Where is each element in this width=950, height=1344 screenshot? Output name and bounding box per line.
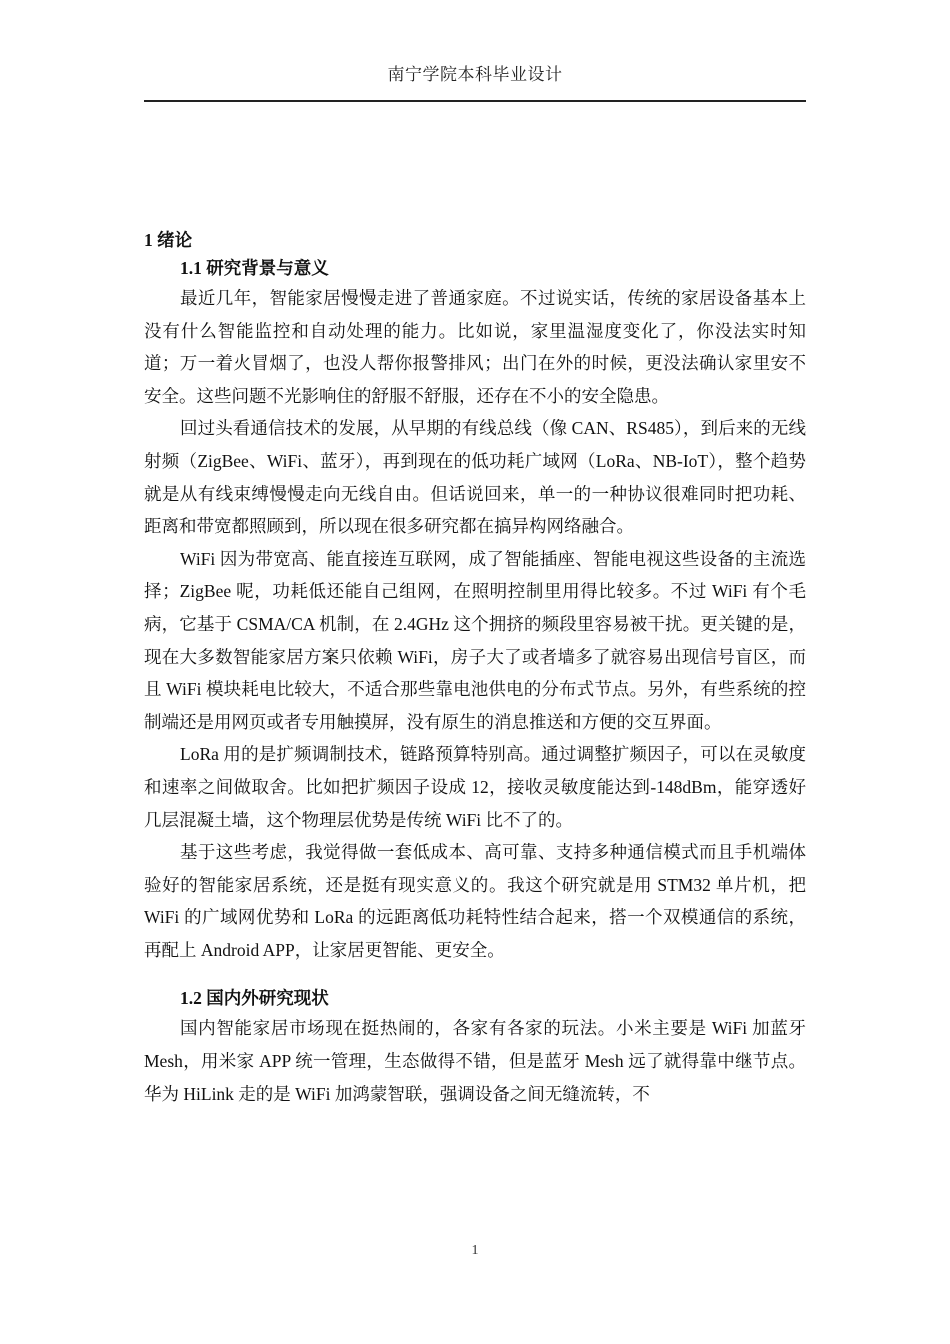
paragraph: LoRa 用的是扩频调制技术，链路预算特别高。通过调整扩频因子，可以在灵敏度和速率之间做取舍。比如把扩频因子设成 12，接收灵敏度能达到-148dBm，能穿透好几层混凝土墙，这个物理层优势是传统 WiFi 比不了的。 — [144, 744, 806, 830]
paragraph: 国内智能家居市场现在挺热闹的，各家有各家的玩法。小米主要是 WiFi 加蓝牙 Mesh，用米家 APP 统一管理，生态做得不错，但是蓝牙 Mesh 远了就得靠中继节点。华为 HiLink 走的是 WiFi 加鸿蒙智联，强调设备之间无缝流转，不 — [144, 1018, 806, 1104]
paragraph: 最近几年，智能家居慢慢走进了普通家庭。不过说实话，传统的家居设备基本上没有什么智能监控和自动处理的能力。比如说，家里温湿度变化了，你没法实时知道；万一着火冒烟了，也没人帮你报警排风；出门在外的时候，更没法确认家里安不安全。这些问题不光影响住的舒服不舒服，还存在不小的安全隐患。 — [144, 288, 806, 406]
paragraph: WiFi 因为带宽高、能直接连互联网，成了智能插座、智能电视这些设备的主流选择；ZigBee 呢，功耗低还能自己组网，在照明控制里用得比较多。不过 WiFi 有个毛病，它基于 CSMA/CA 机制，在 2.4GHz 这个拥挤的频段里容易被干扰。更关键的是，现在大多数智能家居方案只依赖 WiFi，房子大了或者墙多了就容易出现信号盲区，而且 WiFi 模块耗电比较大，不适合那些靠电池供电的分布式节点。另外，有些系统的控制端还是用网页或者专用触摸屏，没有原生的消息推送和方便的交互界面。 — [144, 548, 806, 732]
page-body — [144, 226, 806, 1110]
paragraph: 回过头看通信技术的发展，从早期的有线总线（像 CAN、RS485），到后来的无线射频（ZigBee、WiFi、蓝牙），再到现在的低功耗广域网（LoRa、NB-IoT），整个趋势就是从有线束缚慢慢走向无线自由。但话说回来，单一的一种协议很难同时把功耗、距离和带宽都照顾到，所以现在很多研究都在搞异构网络融合。 — [144, 418, 806, 537]
paragraph: 基于这些考虑，我觉得做一套低成本、高可靠、支持多种通信模式而且手机端体验好的智能家居系统，还是挺有现实意义的。我这个研究就是用 STM32 单片机，把 WiFi 的广域网优势和 LoRa 的远距离低功耗特性结合起来，搭一个双模通信的系统，再配上 Android APP，让家居更智能、更安全。 — [144, 842, 806, 960]
chapter-heading: 1 绪论 — [144, 230, 193, 250]
page-number: 1 — [471, 1243, 479, 1258]
section-heading-1-2: 1.2 国内外研究现状 — [180, 988, 329, 1009]
section-heading-1-1: 1.1 研究背景与意义 — [180, 258, 329, 278]
page-header: 南宁学院本科毕业设计 — [387, 65, 563, 84]
header-divider — [144, 100, 806, 102]
